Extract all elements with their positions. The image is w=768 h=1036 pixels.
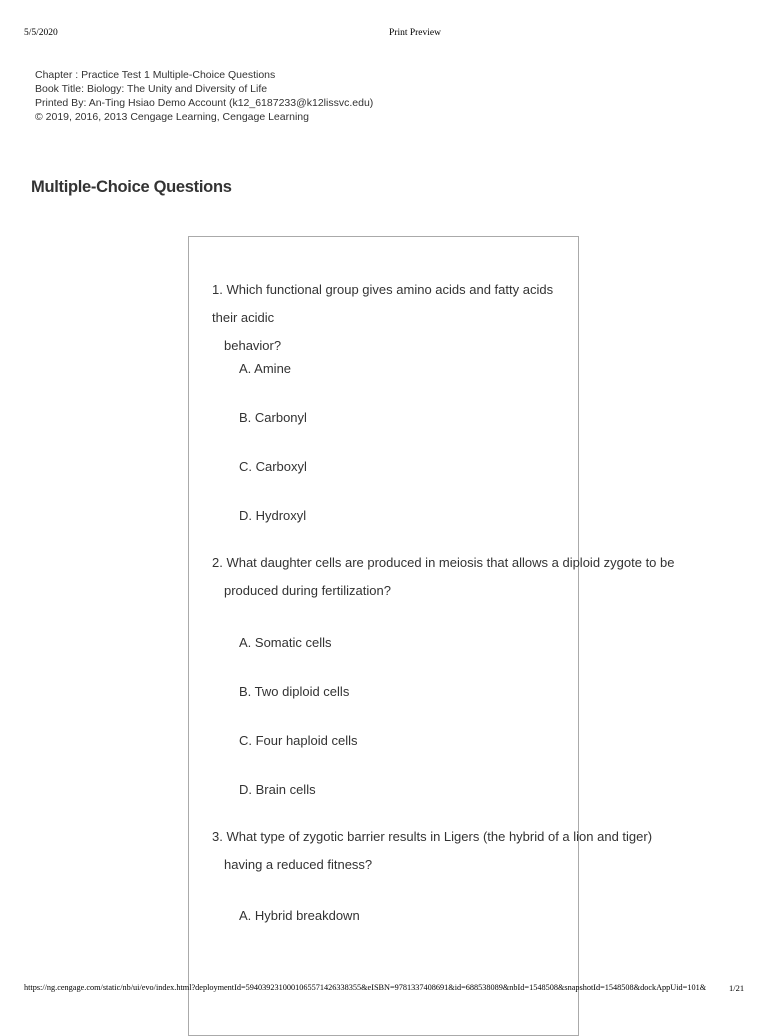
question-3 <box>212 823 653 879</box>
question-2-option-c: C. Four haploid cells <box>239 733 358 748</box>
question-2-option-b: B. Two diploid cells <box>239 684 350 699</box>
question-3-line-2: having a reduced fitness? <box>224 857 373 872</box>
book-title-line: Book Title: Biology: The Unity and Diversity of Life <box>35 83 268 95</box>
question-3-option-a: A. Hybrid breakdown <box>239 908 360 923</box>
question-2 <box>212 549 675 605</box>
question-1-option-c: C. Carboxyl <box>239 459 307 474</box>
document-meta <box>35 68 373 124</box>
copyright-line: © 2019, 2016, 2013 Cengage Learning, Cengage Learning <box>35 111 309 123</box>
question-1-line-2: behavior? <box>224 338 282 353</box>
question-1-option-a: A. Amine <box>239 361 292 376</box>
print-title: Print Preview <box>389 28 441 38</box>
question-2-option-a: A. Somatic cells <box>239 635 332 650</box>
printed-by-line: Printed By: An-Ting Hsiao Demo Account (k12_6187233@k12lissvc.edu) <box>35 97 374 109</box>
print-date: 5/5/2020 <box>24 28 58 38</box>
question-2-option-d: D. Brain cells <box>239 782 316 797</box>
question-1-option-d: D. Hydroxyl <box>239 508 307 523</box>
question-2-line-1: 2. What daughter cells are produced in meiosis that allows a diploid zygote to be <box>212 555 675 570</box>
page-number: 1/21 <box>729 983 745 993</box>
question-2-line-2: produced during fertilization? <box>224 583 391 598</box>
footer-url: https://ng.cengage.com/static/nb/ui/evo/index.html?deploymentId=5940392310001065571426338355&eISBN=9781337408691&id=688538089&nbId=1548508&snapshotId=1548508&dockAppUid=101& <box>24 983 707 992</box>
chapter-line: Chapter : Practice Test 1 Multiple-Choice Questions <box>35 69 276 81</box>
question-1-option-b: B. Carbonyl <box>239 410 307 425</box>
question-3-line-1: 3. What type of zygotic barrier results in Ligers (the hybrid of a lion and tiger) <box>212 829 653 844</box>
question-1 <box>212 276 572 360</box>
section-heading: Multiple-Choice Questions <box>31 178 232 196</box>
question-1-line-1: 1. Which functional group gives amino acids and fatty acids their acidic <box>212 282 554 325</box>
